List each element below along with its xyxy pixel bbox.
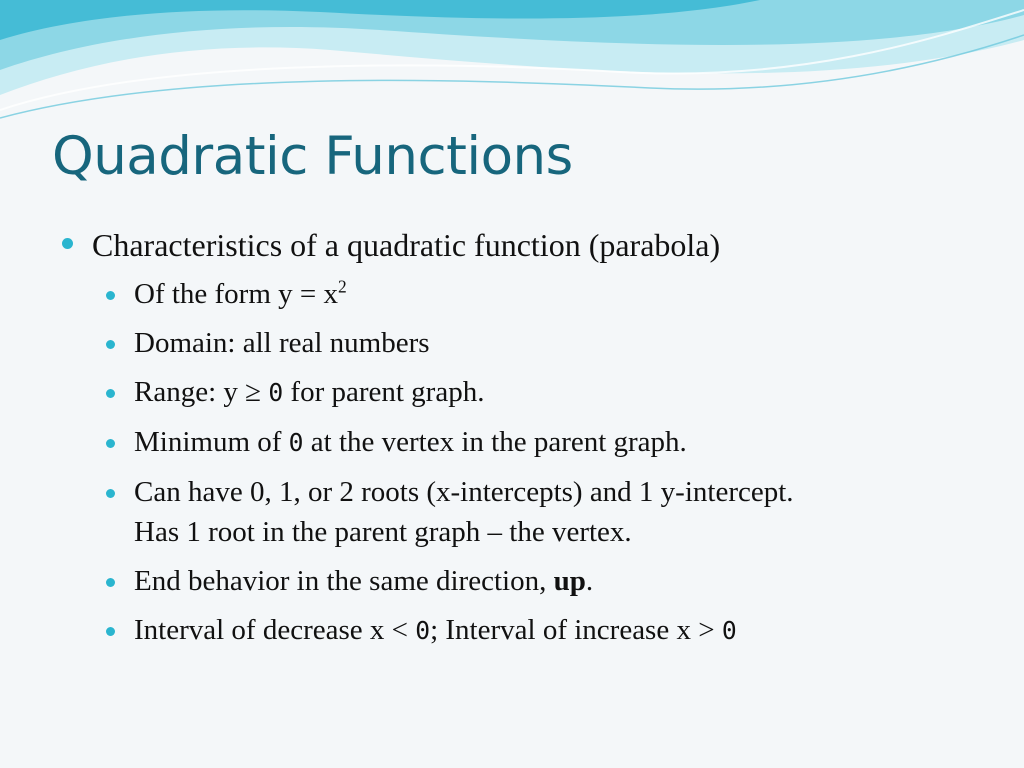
range-post: for parent graph. (283, 376, 485, 408)
end-behavior-post: . (585, 565, 594, 597)
bullet-dot (106, 578, 115, 587)
roots-line-1: Can have 0, 1, or 2 roots (x-intercepts) and 1 y-intercept. (134, 476, 794, 508)
minimum-pre: Minimum of (134, 426, 289, 458)
domain-text: Domain: all real numbers (134, 327, 430, 359)
bullet-dot (62, 238, 73, 249)
roots-line-2: Has 1 root in the parent graph – the vertex. (134, 516, 632, 548)
interval-num-2: 0 (721, 616, 737, 645)
main-bullet (62, 222, 982, 268)
minimum-number: 0 (288, 428, 304, 457)
sub-bullet-range (104, 372, 982, 413)
bullet-dot (106, 340, 115, 349)
sub-bullet-end-behavior (104, 561, 982, 601)
bullet-dot (106, 627, 115, 636)
sub-bullet-list (62, 274, 982, 651)
form-exponent: 2 (338, 276, 347, 297)
bullet-dot (106, 389, 115, 398)
sub-bullet-roots (104, 472, 982, 552)
interval-b: ; Interval of increase x > (430, 614, 722, 646)
interval-a: Interval of decrease x < (134, 614, 416, 646)
end-behavior-pre: End behavior in the same direction, (134, 565, 554, 597)
bullet-dot (106, 439, 115, 448)
interval-num-1: 0 (415, 616, 431, 645)
range-pre: Range: y ≥ (134, 376, 269, 408)
minimum-post: at the vertex in the parent graph. (303, 426, 687, 458)
bullet-dot (106, 489, 115, 498)
slide-title: Quadratic Functions (52, 126, 573, 187)
sub-bullet-form (104, 274, 982, 314)
sub-bullet-minimum (104, 422, 982, 463)
bullet-dot (106, 291, 115, 300)
header-wave-decoration (0, 0, 1024, 130)
end-behavior-bold: up (553, 565, 586, 597)
sub-bullet-domain (104, 323, 982, 363)
bullet-list (62, 222, 982, 660)
range-number: 0 (268, 378, 284, 407)
main-bullet-text: Characteristics of a quadratic function (parabola) (92, 227, 721, 263)
sub-bullet-interval (104, 610, 982, 651)
form-text: Of the form y = x (134, 278, 339, 310)
